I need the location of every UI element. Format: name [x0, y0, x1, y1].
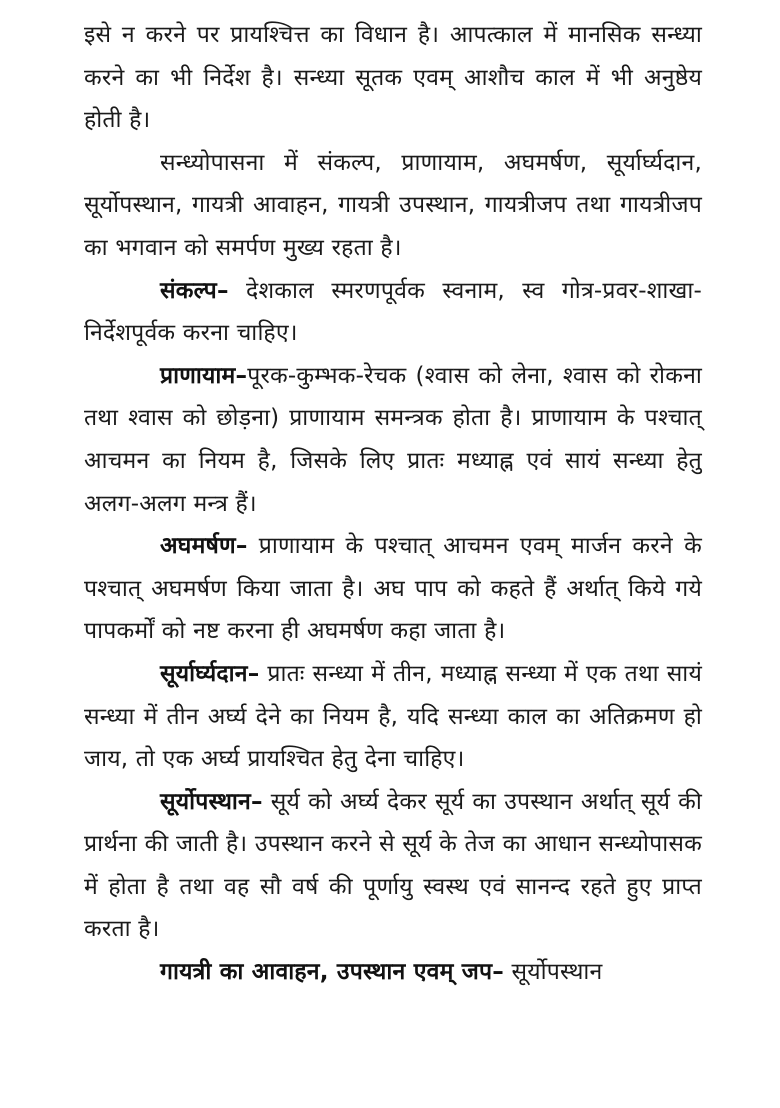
paragraph-suryopasthan	[84, 781, 702, 951]
section-term-suryopasthan: सूर्योपस्थान–	[160, 788, 263, 815]
paragraph-suryarghyadan	[84, 653, 702, 781]
paragraph-aghamarshan	[84, 525, 702, 653]
paragraph-text: पूरक-कुम्भक-रेचक (श्वास को लेना, श्वास को रोकना तथा श्वास को छोड़ना) प्राणायाम समन्त्रक होता है। प्राणायाम के पश्चात् आचमन का नियम है, जिसके लिए प्रातः मध्याह्न एवं सायं सन्ध्या हेतु अलग-अलग मन्त्र हैं।	[84, 362, 702, 517]
paragraph-gayatri-avahan	[84, 951, 702, 994]
section-term-aghamarshan: अघमर्षण–	[160, 533, 248, 560]
paragraph-text: सूर्य को अर्घ्य देकर सूर्य का उपस्थान अर्थात् सूर्य की प्रार्थना की जाती है। उपस्थान करने से सूर्य के तेज का आधान सन्ध्योपासक में होता है तथा वह सौ वर्ष की पूर्णायु स्वस्थ एवं सानन्द रहते हुए प्राप्त करता है।	[84, 788, 702, 943]
paragraph-text: देशकाल स्मरणपूर्वक स्वनाम, स्व गोत्र-प्रवर-शाखा-निर्देशपूर्वक करना चाहिए।	[84, 277, 702, 347]
section-term-pranayam: प्राणायाम–	[160, 362, 248, 389]
paragraph-text: प्राणायाम के पश्चात् आचमन एवम् मार्जन करने के पश्चात् अघमर्षण किया जाता है। अघ पाप को कहते हैं अर्थात् किये गये पापकर्मों को नष्ट करना ही अघमर्षण कहा जाता है।	[84, 533, 702, 645]
paragraph-text: सूर्योपस्थान	[504, 959, 603, 986]
paragraph-text: प्रातः सन्ध्या में तीन, मध्याह्न सन्ध्या में एक तथा सायं सन्ध्या में तीन अर्घ्य देने का नियम है, यदि सन्ध्या काल का अतिक्रमण हो जाय, तो एक अर्घ्य प्रायश्चित हेतु देना चाहिए।	[84, 660, 702, 773]
paragraph-text: इसे न करने पर प्रायश्चित्त का विधान है। आपत्काल में मानसिक सन्ध्या करने का भी निर्देश है। सन्ध्या सूतक एवम् आशौच काल में भी अनुष्ठेय होती है।	[84, 22, 702, 134]
section-term-gayatri-avahan: गायत्री का आवाहन, उपस्थान एवम् जप–	[160, 959, 504, 986]
paragraph-pranayam	[84, 355, 702, 525]
document-page	[84, 14, 702, 994]
paragraph-intro-continued	[84, 14, 702, 142]
section-term-suryarghyadan: सूर्यार्घ्यदान–	[160, 660, 260, 687]
paragraph-text: सन्ध्योपासना में संकल्प, प्राणायाम, अघमर्षण, सूर्यार्घ्यदान, सूर्योपस्थान, गायत्री आवाहन, गायत्री उपस्थान, गायत्रीजप तथा गायत्रीजप का भगवान को समर्पण मुख्य रहता है।	[84, 149, 702, 261]
section-term-sankalp: संकल्प–	[160, 277, 229, 304]
paragraph-sandhyopasana-components	[84, 142, 702, 270]
paragraph-sankalp	[84, 270, 702, 355]
